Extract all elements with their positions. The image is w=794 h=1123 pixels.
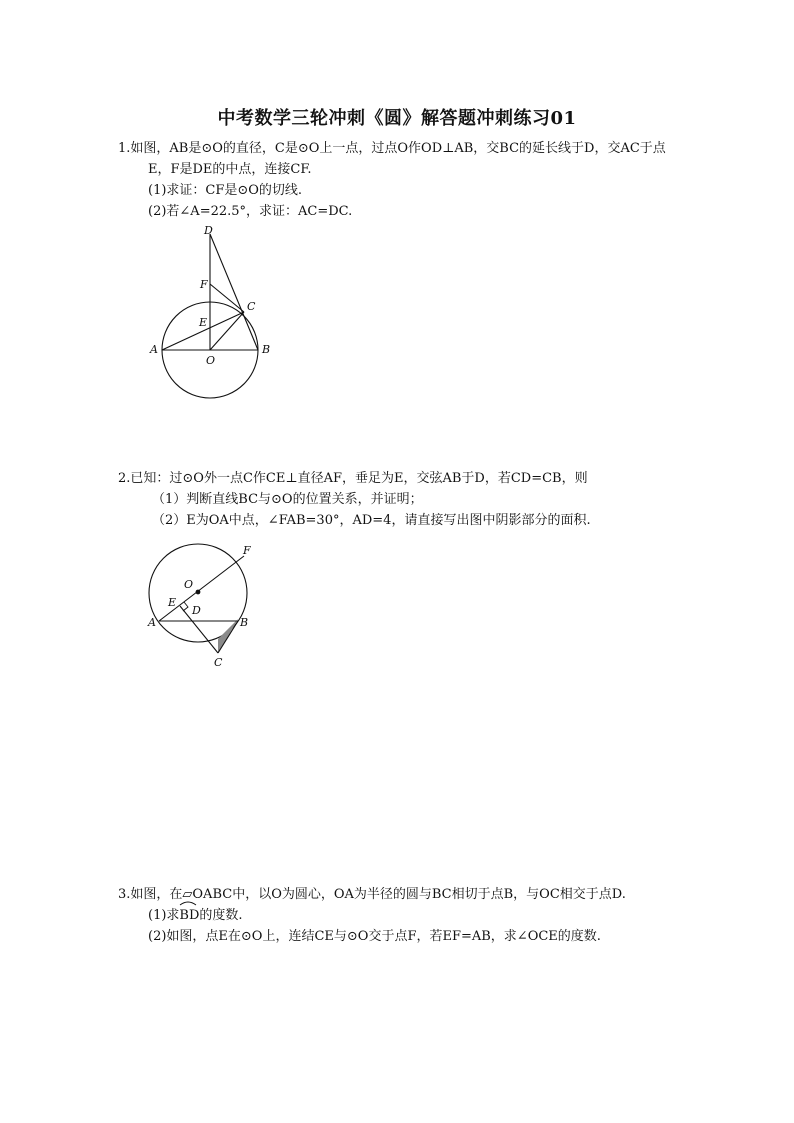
label-B: B: [240, 616, 249, 629]
question-3-part-1: [118, 905, 718, 926]
label-D: D: [204, 224, 213, 237]
label-C: C: [247, 300, 256, 313]
question-2: [118, 468, 718, 531]
label-D: D: [192, 604, 201, 617]
question-2-part-1: （1）判断直线BC与⊙O的位置关系，并证明；: [152, 492, 423, 507]
question-3-part-1-suffix: 的度数.: [199, 908, 243, 923]
question-1-stem-line1: 1.如图，AB是⊙O的直径，C是⊙O上一点，过点O作OD⊥AB，交BC的延长线于D，交AC于点: [118, 141, 666, 156]
label-F: F: [200, 278, 208, 291]
question-1-figure: [148, 224, 278, 404]
label-O: O: [184, 578, 194, 591]
question-2-part-2: （2）E为OA中点，∠FAB=30°，AD=4，请直接写出图中阴影部分的面积.: [152, 513, 591, 528]
segment-BD: [210, 234, 258, 350]
label-F: F: [243, 544, 251, 557]
arc-BD: [179, 905, 199, 926]
page-title: 中考数学三轮冲刺《圆》解答题冲刺练习01: [217, 108, 577, 129]
label-C: C: [214, 656, 223, 669]
label-B: B: [262, 343, 271, 356]
arc-mark-icon: [179, 900, 197, 906]
segment-CF: [210, 284, 244, 312]
right-angle-mark: [183, 602, 188, 611]
label-A: A: [148, 616, 156, 629]
question-1: [118, 138, 718, 222]
question-2-figure: [144, 542, 264, 672]
label-E: E: [199, 316, 208, 329]
question-2-stem: 2.已知：过⊙O外一点C作CE⊥直径AF，垂足为E，交弦AB于D，若CD=CB，则: [118, 471, 588, 486]
question-3-part-1-prefix: (1)求: [148, 908, 180, 923]
question-3-part-2: (2)如图，点E在⊙O上，连结CE与⊙O交于点F，若EF=AB，求∠OCE的度数.: [148, 929, 601, 944]
arc-BD-label: BD: [179, 908, 200, 923]
label-O: O: [206, 354, 216, 367]
question-3: [118, 884, 718, 947]
label-A: A: [150, 343, 158, 356]
label-E: E: [168, 596, 177, 609]
center-O: [196, 590, 201, 595]
question-1-part-2: (2)若∠A=22.5°，求证：AC=DC.: [148, 204, 353, 219]
segment-OC: [210, 312, 244, 350]
question-3-stem: 3.如图，在▱OABC中，以O为圆心，OA为半径的圆与BC相切于点B，与OC相交于点D.: [118, 887, 626, 902]
question-1-stem-line2: E，F是DE的中点，连接CF.: [148, 162, 312, 177]
diameter-AF: [159, 556, 244, 621]
question-1-part-1: (1)求证：CF是⊙O的切线.: [148, 183, 303, 198]
